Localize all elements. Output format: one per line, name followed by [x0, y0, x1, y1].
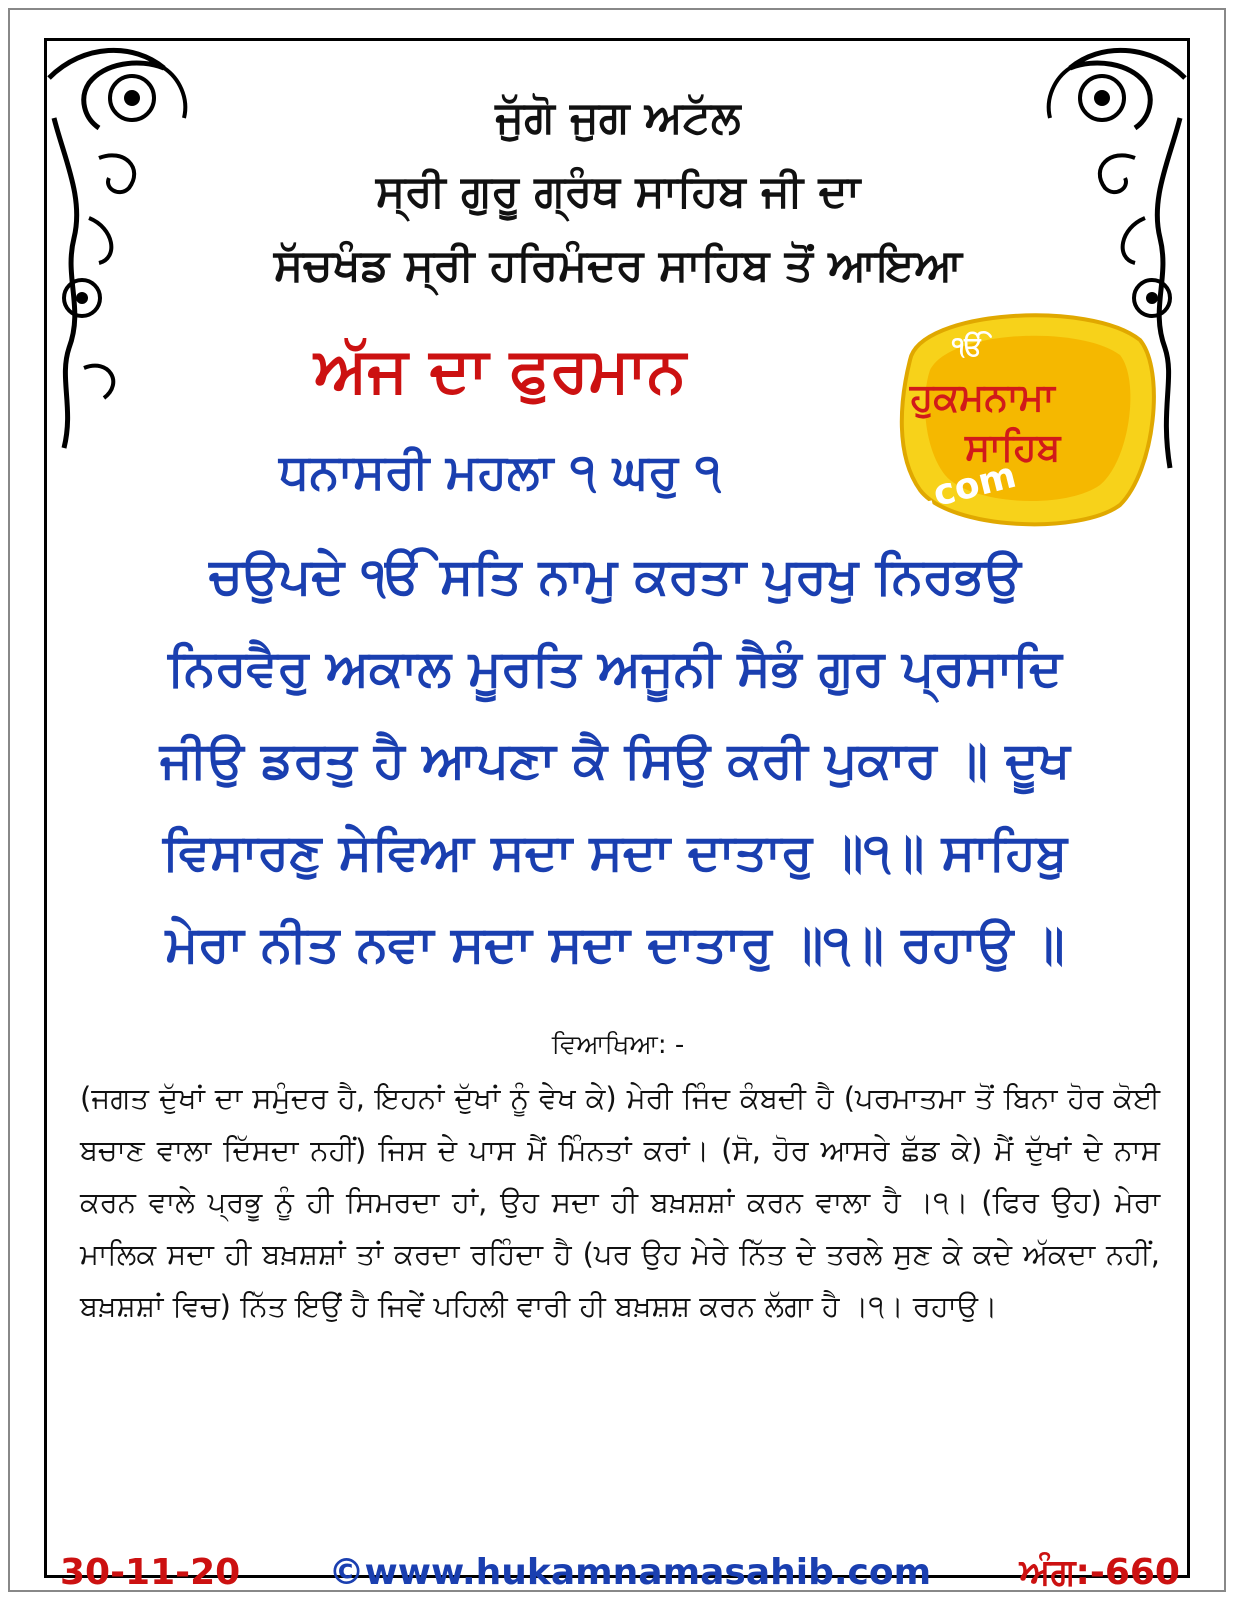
- vyakhya-label: ਵਿਆਖਿਆ: -: [551, 1030, 685, 1060]
- gurbani-line-1: ਚਉਪਦੇ ੴ ਸਤਿ ਨਾਮੁ ਕਰਤਾ ਪੁਰਖੁ ਨਿਰਭਉ: [209, 547, 1021, 605]
- gurbani-line-2: ਨਿਰਵੈਰੁ ਅਕਾਲ ਮੂਰਤਿ ਅਜੂਨੀ ਸੈਭੰ ਗੁਰ ਪ੍ਰਸਾਦਿ: [167, 639, 1063, 697]
- gurbani-line-4: ਵਿਸਾਰਣੁ ਸੇਵਿਆ ਸਦਾ ਸਦਾ ਦਾਤਾਰੁ ॥੧॥ ਸਾਹਿਬੁ: [162, 823, 1068, 881]
- header-line-1: ਜੁੱਗੋ ਜੁਗ ਅਟੱਲ: [495, 92, 741, 143]
- logo-line-1: ਹੁਕਮਨਾਮਾ: [910, 375, 1055, 419]
- footer-website-link[interactable]: ©www.hukamnamasahib.com: [328, 1552, 932, 1593]
- header-line-2: ਸ੍ਰੀ ਗੁਰੂ ਗ੍ਰੰਥ ਸਾਹਿਬ ਜੀ ਦਾ: [375, 166, 861, 217]
- hukamnama-sahib-logo: [890, 300, 1160, 530]
- logo-badge-icon: [890, 300, 1160, 530]
- footer-ang: ਅੰਗ:-660: [1019, 1552, 1180, 1593]
- vyakhya-text: (ਜਗਤ ਦੁੱਖਾਂ ਦਾ ਸਮੁੰਦਰ ਹੈ, ਇਹਨਾਂ ਦੁੱਖਾਂ ਨੂੰ ਵੇਖ ਕੇ) ਮੇਰੀ ਜਿੰਦ ਕੰਬਦੀ ਹੈ (ਪਰਮਾਤਮਾ ਤੋਂ ਬਿਨਾ ਹੋਰ ਕੋਈ ਬਚਾਣ ਵਾਲਾ ਦਿੱਸਦਾ ਨਹੀਂ) ਜਿਸ ਦੇ ਪਾਸ ਮੈਂ ਮਿੰਨਤਾਂ ਕਰਾਂ। (ਸੋ, ਹੋਰ ਆਸਰੇ ਛੱਡ ਕੇ) ਮੈਂ ਦੁੱਖਾਂ ਦੇ ਨਾਸ ਕਰਨ ਵਾਲੇ ਪ੍ਰਭੂ ਨੂੰ ਹੀ ਸਿਮਰਦਾ ਹਾਂ, ਉਹ ਸਦਾ ਹੀ ਬਖ਼ਸ਼ਸ਼ਾਂ ਕਰਨ ਵਾਲਾ ਹੈ ।੧। (ਫਿਰ ਉਹ) ਮੇਰਾ ਮਾਲਿਕ ਸਦਾ ਹੀ ਬਖ਼ਸ਼ਸ਼ਾਂ ਤਾਂ ਕਰਦਾ ਰਹਿੰਦਾ ਹੈ (ਪਰ ਉਹ ਮੇਰੇ ਨਿੱਤ ਦੇ ਤਰਲੇ ਸੁਣ ਕੇ ਕਦੇ ਅੱਕਦਾ ਨਹੀਂ, ਬਖ਼ਸ਼ਸ਼ਾਂ ਵਿਚ) ਨਿੱਤ ਇਉਂ ਹੈ ਜਿਵੇਂ ਪਹਿਲੀ ਵਾਰੀ ਹੀ ਬਖ਼ਸ਼ਸ਼ ਕਰਨ ਲੱਗਾ ਹੈ ।੧। ਰਹਾਉ।: [80, 1081, 1160, 1323]
- gurbani-line-5: ਮੇਰਾ ਨੀਤ ਨਵਾ ਸਦਾ ਸਦਾ ਦਾਤਾਰੁ ॥੧॥ ਰਹਾਉ ॥: [165, 915, 1065, 973]
- page-title: ਅੱਜ ਦਾ ਫੁਰਮਾਨ: [314, 333, 686, 406]
- gurbani-line-3: ਜੀਉ ਡਰਤੁ ਹੈ ਆਪਣਾ ਕੈ ਸਿਉ ਕਰੀ ਪੁਕਾਰ ॥ ਦੂਖ: [159, 731, 1071, 789]
- logo-ik-onkar: ੴ: [952, 332, 984, 362]
- logo-line-2: ਸਾਹਿਬ: [965, 425, 1061, 469]
- footer: [60, 1552, 1180, 1594]
- logo-line-3: .com: [915, 454, 1021, 519]
- footer-date: 30-11-20: [60, 1552, 241, 1593]
- header-line-3: ਸੱਚਖੰਡ ਸ੍ਰੀ ਹਰਿਮੰਦਰ ਸਾਹਿਬ ਤੋਂ ਆਇਆ: [273, 240, 963, 291]
- raag-heading: ਧਨਾਸਰੀ ਮਹਲਾ ੧ ਘਰੁ ੧: [279, 444, 721, 500]
